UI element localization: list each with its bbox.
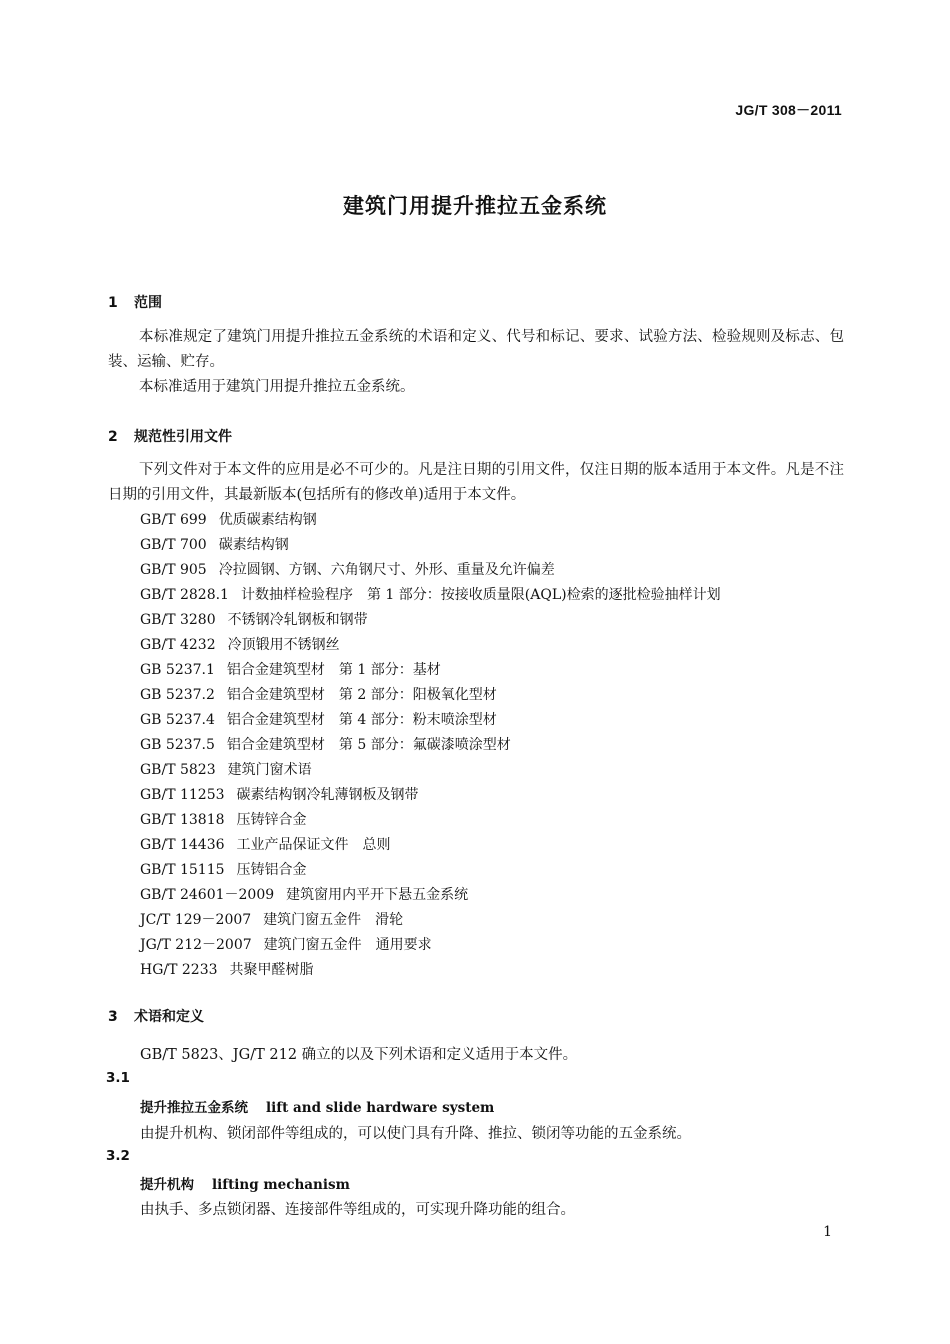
reference-code: GB/T 14436 <box>140 837 225 853</box>
section-1-heading <box>108 292 162 312</box>
reference-title: 建筑门窗五金件 滑轮 <box>263 912 404 928</box>
reference-code: JG/T 212－2007 <box>140 937 252 953</box>
reference-item <box>140 633 721 658</box>
reference-code: GB/T 3280 <box>140 612 216 628</box>
reference-code: GB/T 699 <box>140 512 207 528</box>
reference-title: 压铸铝合金 <box>236 862 307 878</box>
reference-code: GB/T 2828.1 <box>140 587 229 603</box>
reference-item <box>140 883 721 908</box>
reference-title: 建筑门窗术语 <box>227 762 312 778</box>
reference-title: 铝合金建筑型材 第 4 部分：粉末喷涂型材 <box>226 712 497 728</box>
reference-item <box>140 558 721 583</box>
reference-item <box>140 733 721 758</box>
reference-title: 铝合金建筑型材 第 5 部分：氟碳漆喷涂型材 <box>226 737 511 753</box>
reference-item <box>140 833 721 858</box>
section-2-heading <box>108 426 232 446</box>
reference-title: 共聚甲醛树脂 <box>229 962 314 978</box>
reference-item <box>140 608 721 633</box>
reference-title: 计数抽样检验程序 第 1 部分：按接收质量限(AQL)检索的逐批检验抽样计划 <box>240 587 721 603</box>
reference-code: JC/T 129－2007 <box>140 912 252 928</box>
page-number: 1 <box>823 1224 832 1240</box>
reference-code: GB/T 700 <box>140 537 207 553</box>
reference-item <box>140 958 721 983</box>
reference-title: 铝合金建筑型材 第 2 部分：阳极氧化型材 <box>226 687 497 703</box>
term-chinese: 提升机构 <box>140 1177 194 1193</box>
reference-item <box>140 533 721 558</box>
reference-title: 建筑门窗五金件 通用要求 <box>263 937 432 953</box>
reference-code: GB 5237.2 <box>140 687 215 703</box>
reference-code: GB 5237.4 <box>140 712 215 728</box>
reference-item <box>140 683 721 708</box>
section-title: 规范性引用文件 <box>134 429 232 445</box>
reference-code: GB/T 905 <box>140 562 207 578</box>
term-number: 3.2 <box>106 1148 130 1164</box>
reference-item <box>140 583 721 608</box>
reference-code: GB 5237.1 <box>140 662 215 678</box>
section-1-paragraph-1: 本标准规定了建筑门用提升推拉五金系统的术语和定义、代号和标记、要求、试验方法、检验规则及标志、包装、运输、贮存。 <box>108 329 844 370</box>
term-chinese: 提升推拉五金系统 <box>140 1100 248 1116</box>
reference-code: GB/T 13818 <box>140 812 225 828</box>
reference-item <box>140 783 721 808</box>
reference-title: 优质碳素结构钢 <box>218 512 317 528</box>
reference-item <box>140 808 721 833</box>
term-english: lifting mechanism <box>212 1177 350 1193</box>
reference-item <box>140 933 721 958</box>
reference-code: GB/T 5823 <box>140 762 216 778</box>
reference-item <box>140 658 721 683</box>
section-number: 3 <box>108 1009 118 1025</box>
term-definition: 由执手、多点锁闭器、连接部件等组成的，可实现升降功能的组合。 <box>140 1202 575 1218</box>
section-1-paragraph-2: 本标准适用于建筑门用提升推拉五金系统。 <box>139 379 415 395</box>
section-title: 范围 <box>134 295 162 311</box>
reference-item <box>140 708 721 733</box>
standard-code: JG/T 308－2011 <box>735 102 842 118</box>
reference-code: GB/T 4232 <box>140 637 216 653</box>
reference-title: 碳素结构钢 <box>218 537 289 553</box>
section-number: 2 <box>108 429 118 445</box>
section-2-paragraph-1: 下列文件对于本文件的应用是必不可少的。凡是注日期的引用文件，仅注日期的版本适用于本文件。凡是不注日期的引用文件，其最新版本(包括所有的修改单)适用于本文件。 <box>108 462 844 503</box>
term-heading <box>140 1173 350 1193</box>
term-english: lift and slide hardware system <box>266 1100 495 1116</box>
normative-references-list <box>140 508 721 983</box>
term-number: 3.1 <box>106 1070 130 1086</box>
reference-item <box>140 858 721 883</box>
reference-title: 铝合金建筑型材 第 1 部分：基材 <box>226 662 441 678</box>
section-title: 术语和定义 <box>134 1009 204 1025</box>
term-heading <box>140 1096 494 1116</box>
document-title: 建筑门用提升推拉五金系统 <box>343 194 607 218</box>
reference-code: GB/T 11253 <box>140 787 225 803</box>
reference-title: 建筑窗用内平开下悬五金系统 <box>286 887 469 903</box>
reference-item <box>140 908 721 933</box>
reference-title: 压铸锌合金 <box>236 812 307 828</box>
section-number: 1 <box>108 295 118 311</box>
reference-title: 工业产品保证文件 总则 <box>236 837 391 853</box>
term-definition: 由提升机构、锁闭部件等组成的，可以使门具有升降、推拉、锁闭等功能的五金系统。 <box>140 1126 691 1142</box>
section-3-intro: GB/T 5823、JG/T 212 确立的以及下列术语和定义适用于本文件。 <box>140 1047 578 1063</box>
reference-title: 碳素结构钢冷轧薄钢板及钢带 <box>236 787 419 803</box>
reference-code: GB/T 15115 <box>140 862 225 878</box>
reference-code: GB 5237.5 <box>140 737 215 753</box>
reference-code: GB/T 24601－2009 <box>140 887 275 903</box>
reference-title: 冷拉圆钢、方钢、六角钢尺寸、外形、重量及允许偏差 <box>218 562 555 578</box>
reference-item <box>140 758 721 783</box>
section-3-heading <box>108 1006 204 1026</box>
reference-title: 不锈钢冷轧钢板和钢带 <box>227 612 368 628</box>
reference-title: 冷顶锻用不锈钢丝 <box>227 637 340 653</box>
reference-code: HG/T 2233 <box>140 962 218 978</box>
reference-item <box>140 508 721 533</box>
